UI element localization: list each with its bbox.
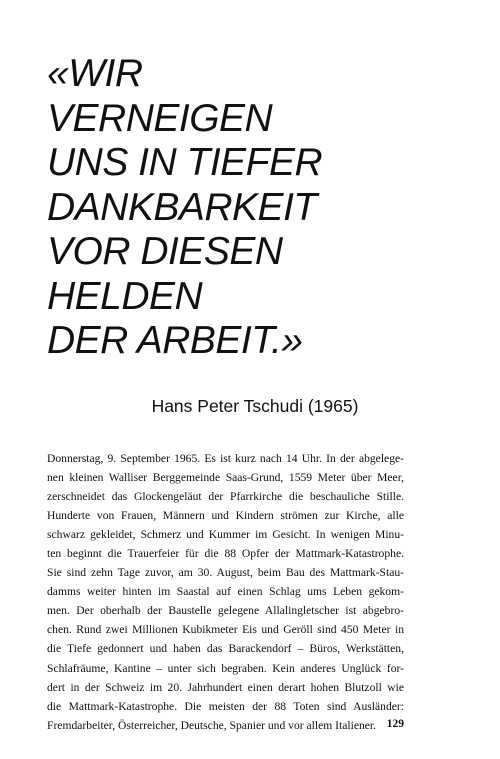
quote-line: DER ARBEIT.» — [47, 319, 303, 362]
quote-line: HELDEN — [47, 274, 203, 318]
body-line: Schlafräume, Kantine – unter sich begraben. Kein anderes Unglück for- — [47, 661, 404, 675]
body-line: damms weiter hinten im Saastal auf einen Schlag ums Leben gekom- — [47, 585, 404, 599]
body-line: Fremdarbeiter, Österreicher, Deutsche, Spanier und vor allem Italiener. — [47, 718, 377, 732]
body-line: chen. Rund zwei Millionen Kubikmeter Eis und Geröll sind 450 Meter in — [47, 623, 404, 637]
body-line: die Mattmark-Katastrophe. Die meisten der 88 Toten sind Ausländer: — [47, 699, 404, 713]
body-line: Hunderte von Frauen, Männern und Kindern strömen zur Kirche, alle — [47, 509, 404, 523]
page-number: 129 — [386, 718, 404, 730]
pull-quote — [47, 52, 467, 364]
body-line: die Tiefe gedonnert und haben das Barackendorf – Büros, Werkstätten, — [47, 642, 404, 656]
body-line: nen kleinen Walliser Berggemeinde Saas-Grund, 1559 Meter über Meer, — [47, 471, 404, 485]
body-line: ten beginnt die Trauerfeier für die 88 Opfer der Mattmark-Katastrophe. — [47, 547, 404, 561]
body-paragraph — [47, 449, 404, 735]
body-line: schwarz gekleidet, Schmerz und Kummer im Gesicht. In wenigen Minu- — [47, 528, 404, 542]
body-line: Sie sind zehn Tage zuvor, am 30. August, beim Bau des Mattmark-Stau- — [47, 566, 404, 580]
quote-line: VERNEIGEN — [47, 96, 273, 140]
quote-line: DANKBARKEIT — [47, 185, 317, 229]
quote-line: VOR DIESEN — [47, 230, 283, 273]
body-line: Donnerstag, 9. September 1965. Es ist kurz nach 14 Uhr. In der abgelege- — [47, 452, 404, 465]
quote-line: «WIR — [47, 52, 143, 95]
body-line: zerschneidet das Glockengeläut der Pfarrkirche die beschauliche Stille. — [47, 490, 404, 504]
body-line: men. Der oberhalb der Baustelle gelegene Allalingletscher ist abgebro- — [47, 604, 404, 618]
quote-line: UNS IN TIEFER — [47, 141, 323, 184]
body-line: dert in der Schweiz im 20. Jahrhundert einen derart hohen Blutzoll wie — [47, 680, 404, 694]
quote-attribution: Hans Peter Tschudi (1965) — [151, 396, 359, 416]
